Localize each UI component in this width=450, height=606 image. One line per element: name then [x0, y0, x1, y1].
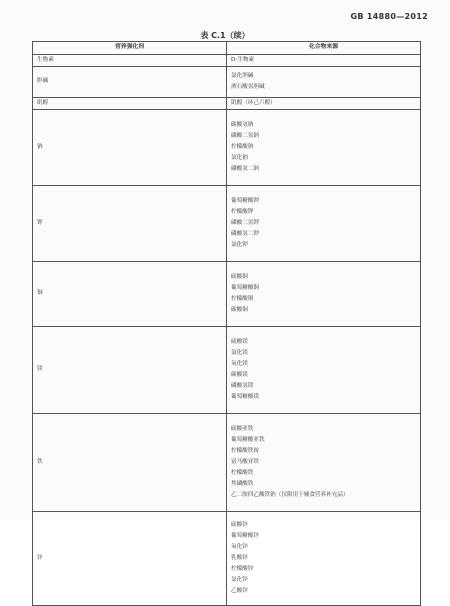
compound-item: 葡萄糖酸镁: [231, 394, 259, 400]
nutrient-cell: 铜: [33, 262, 227, 327]
compound-item: 氧化锌: [231, 544, 248, 550]
compound-item: 柠檬酸铁铵: [231, 448, 259, 454]
column-header-nutrient: 营养强化剂: [33, 42, 227, 55]
table-row: [33, 110, 421, 186]
compound-item: 磷酸氢二钠: [231, 166, 259, 172]
compound-item: 乙二胺四乙酸铁钠（仅限用于辅食营养补充品）: [231, 492, 349, 498]
compound-item: 氯化钾: [231, 242, 248, 248]
compound-list: [231, 98, 420, 109]
compound-item: 柠檬酸钠: [231, 144, 254, 150]
compound-item: 氯化锌: [231, 577, 248, 583]
nutrient-cell: 胆碱: [33, 67, 227, 98]
compound-item: 柠檬酸铁: [231, 470, 254, 476]
compound-list: [231, 262, 420, 326]
table-row: [33, 327, 421, 414]
compound-list: [231, 186, 420, 261]
compound-cell: [227, 512, 421, 606]
table-header-row: [33, 42, 421, 55]
compound-item: 酒石酸氢胆碱: [231, 84, 265, 90]
compound-cell: [227, 98, 421, 110]
table-row: [33, 55, 421, 67]
compound-item: 柠檬酸锌: [231, 566, 254, 572]
compound-item: 碳酸铜: [231, 307, 248, 313]
compound-item: 柠檬酸铜: [231, 296, 254, 302]
compound-item: 硫酸锌: [231, 522, 248, 528]
nutrient-cell: 钠: [33, 110, 227, 186]
compound-item: 磷酸二氢钠: [231, 133, 259, 139]
compound-item: 乳酸锌: [231, 555, 248, 561]
compound-item: 磷酸氢二钾: [231, 231, 259, 237]
compound-cell: [227, 186, 421, 262]
compound-cell: [227, 67, 421, 98]
compound-cell: [227, 110, 421, 186]
nutrient-cell: 锌: [33, 512, 227, 606]
compound-item: 葡萄糖酸锌: [231, 533, 259, 539]
compound-item: 硫酸亚铁: [231, 426, 254, 432]
compound-list: [231, 327, 420, 413]
compound-cell: [227, 414, 421, 512]
compound-item: 葡萄糖酸亚铁: [231, 437, 265, 443]
compound-item: 碳酸氢钠: [231, 122, 254, 128]
compound-item: 氯化镁: [231, 350, 248, 356]
nutrient-cell: 铁: [33, 414, 227, 512]
compound-list: [231, 414, 420, 511]
table-row: [33, 414, 421, 512]
nutrient-cell: 生物素: [33, 55, 227, 67]
compound-item: 氧化镁: [231, 361, 248, 367]
table-row: [33, 67, 421, 98]
compound-item: 乙酸锌: [231, 588, 248, 594]
compound-item: 碳酸镁: [231, 372, 248, 378]
compound-item: 氯化胆碱: [231, 73, 254, 79]
compound-item: 肌醇（环己六醇）: [231, 100, 276, 106]
table-row: [33, 512, 421, 606]
compound-item: 硫酸镁: [231, 339, 248, 345]
compound-item: D-生物素: [231, 57, 255, 63]
compound-item: 磷酸二氢钾: [231, 220, 259, 226]
table-body: [33, 55, 421, 606]
compound-cell: [227, 262, 421, 327]
nutrient-cell: 钾: [33, 186, 227, 262]
column-header-compound: 化合物来源: [227, 42, 421, 55]
compound-list: [231, 110, 420, 185]
compound-list: [231, 512, 420, 605]
compound-item: 磷酸氢镁: [231, 383, 254, 389]
table-row: [33, 262, 421, 327]
compound-item: 葡萄糖酸铜: [231, 285, 259, 291]
table-row: [33, 98, 421, 110]
nutrient-cell: 肌醇: [33, 98, 227, 110]
nutrient-compound-table: [32, 41, 421, 606]
table-title: 表 C.1（续）: [200, 31, 250, 40]
nutrient-cell: 镁: [33, 327, 227, 414]
compound-item: 富马酸亚铁: [231, 459, 259, 465]
standard-number: GB 14880—2012: [350, 12, 428, 21]
compound-list: [231, 67, 420, 97]
compound-item: 柠檬酸钾: [231, 209, 254, 215]
compound-item: 焦磷酸铁: [231, 481, 254, 487]
table-row: [33, 186, 421, 262]
compound-item: 氯化钠: [231, 155, 248, 161]
compound-list: [231, 55, 420, 66]
compound-cell: [227, 327, 421, 414]
compound-item: 葡萄糖酸钾: [231, 198, 259, 204]
compound-item: 硫酸铜: [231, 274, 248, 280]
compound-cell: [227, 55, 421, 67]
